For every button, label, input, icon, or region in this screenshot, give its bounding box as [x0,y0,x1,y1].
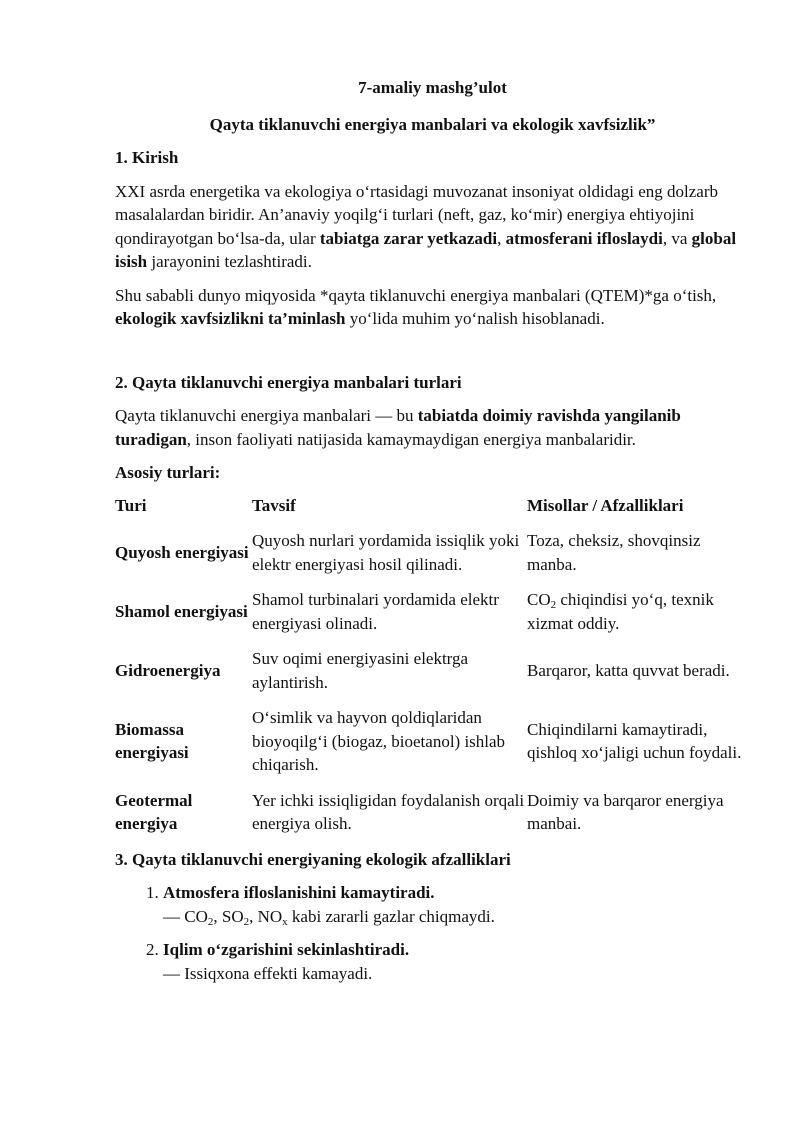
list-item [163,938,750,985]
table-row [115,529,750,588]
table-cell-description: Suv oqimi energiyasini elektrga aylantirish. [252,649,469,692]
table-cell-type: Geotermal energiya [115,790,193,833]
table-cell-type: Quyosh energiyasi [115,542,249,562]
text-run: XXI asrda energetika va ekologiya o‘rtasidagi muvozanat insoniyat oldidagi eng dolzarb masalalardan biridir. An’anaviy yoqilg‘i turlari (neft, gaz, ko‘mir) energiya ehtiyojini qondirayotgan bo‘lsa-da, ular [115,181,718,248]
text-run: , [497,228,506,248]
list-item-title: Atmosfera ifloslanishini kamaytiradi. [163,883,435,902]
subscript: 2 [207,915,214,928]
table-header-cell: Tavsif [252,495,296,515]
table-cell-type: Shamol energiyasi [115,601,248,621]
table-cell-examples: Doimiy va barqaror energiya manbai. [527,790,724,833]
table-header-cell: Turi [115,495,147,515]
table-cell-description: Shamol turbinalari yordamida elektr energiyasi olinadi. [252,590,499,633]
section-1-heading: 1. Kirish [115,148,179,167]
subscript: 2 [243,915,250,928]
bold-run: ekologik xavfsizlikni ta’minlash [115,309,346,328]
table-cell-examples: Barqaror, katta quvvat beradi. [527,660,730,680]
text-run: , NO [249,906,283,926]
bold-run: atmosferani ifloslaydi [505,228,663,248]
text-run: jarayonini tezlashtiradi. [147,252,312,271]
table-row [115,588,750,647]
text-run: yo‘lida muhim yo‘nalish hisoblanadi. [345,309,605,328]
table-header-row [115,494,750,530]
subscript: 2 [550,599,557,611]
document-title: 7-amaliy mashg’ulot [358,78,507,97]
list-item-detail: — Issiqxona effekti kamayadi. [163,963,373,983]
table-cell-description: O‘simlik va hayvon qoldiqlaridan bioyoqilg‘i (biogaz, bioetanol) ishlab chiqarish. [252,708,506,774]
bold-run: global isish [115,228,737,271]
table-cell-description: Quyosh nurlari yordamida issiqlik yoki elektr energiyasi hosil qilinadi. [252,531,520,574]
table-header-cell: Misollar / Afzalliklari [527,495,684,515]
table-cell-examples: Toza, cheksiz, shovqinsiz manba. [527,531,701,574]
table-cell-type: Gidroenergiya [115,660,221,680]
table-cell-description: Yer ichki issiqligidan foydalanish orqali energiya olish. [252,790,525,833]
table-cell-examples: Chiqindilarni kamaytiradi, qishloq xo‘jaligi uchun foydali. [527,719,742,763]
section-2-heading: 2. Qayta tiklanuvchi energiya manbalari turlari [115,372,462,392]
list-item-title: Iqlim o‘zgarishini sekinlashtiradi. [163,940,410,959]
table-row [115,647,750,706]
document-content [115,76,750,995]
table-cell-type: Biomassa energiyasi [115,719,189,763]
document-subtitle: Qayta tiklanuvchi energiya manbalari va ekologik xavfsizlik” [209,114,656,134]
text-run: , va [662,228,692,248]
list-item [163,881,750,928]
section-3-heading: 3. Qayta tiklanuvchi energiyaning ekologik afzalliklari [115,849,511,869]
subscript: x [282,915,288,928]
text-run: , SO [213,906,244,926]
section-1-paragraph-2 [115,284,750,331]
table-row [115,789,750,848]
section-2-paragraph [115,404,750,451]
text-run: kabi zararli gazlar chiqmaydi. [287,906,495,926]
text-run: CO [527,590,551,609]
types-label: Asosiy turlari: [115,463,221,482]
benefits-list [115,881,750,985]
table-row [115,706,750,789]
text-run: Shu sababli dunyo miqyosida *qayta tiklanuvchi energiya manbalari (QTEM)*ga o‘tish, [115,285,717,305]
text-run: — CO [163,906,208,926]
text-run: Qayta tiklanuvchi energiya manbalari — bu [115,406,418,425]
list-item-detail [163,907,495,926]
text-run: , inson faoliyati natijasida kamaymaydigan energiya manbalaridir. [186,429,636,449]
text-run: chiqindisi yo‘q, texnik xizmat oddiy. [527,590,714,633]
table-cell-examples [527,588,750,647]
bold-run: tabiatda doimiy ravishda yangilanib turadigan [115,406,681,449]
bold-run: tabiatga zarar yetkazadi [319,228,498,248]
energy-types-table [115,494,750,848]
section-1-paragraph-1 [115,180,750,274]
